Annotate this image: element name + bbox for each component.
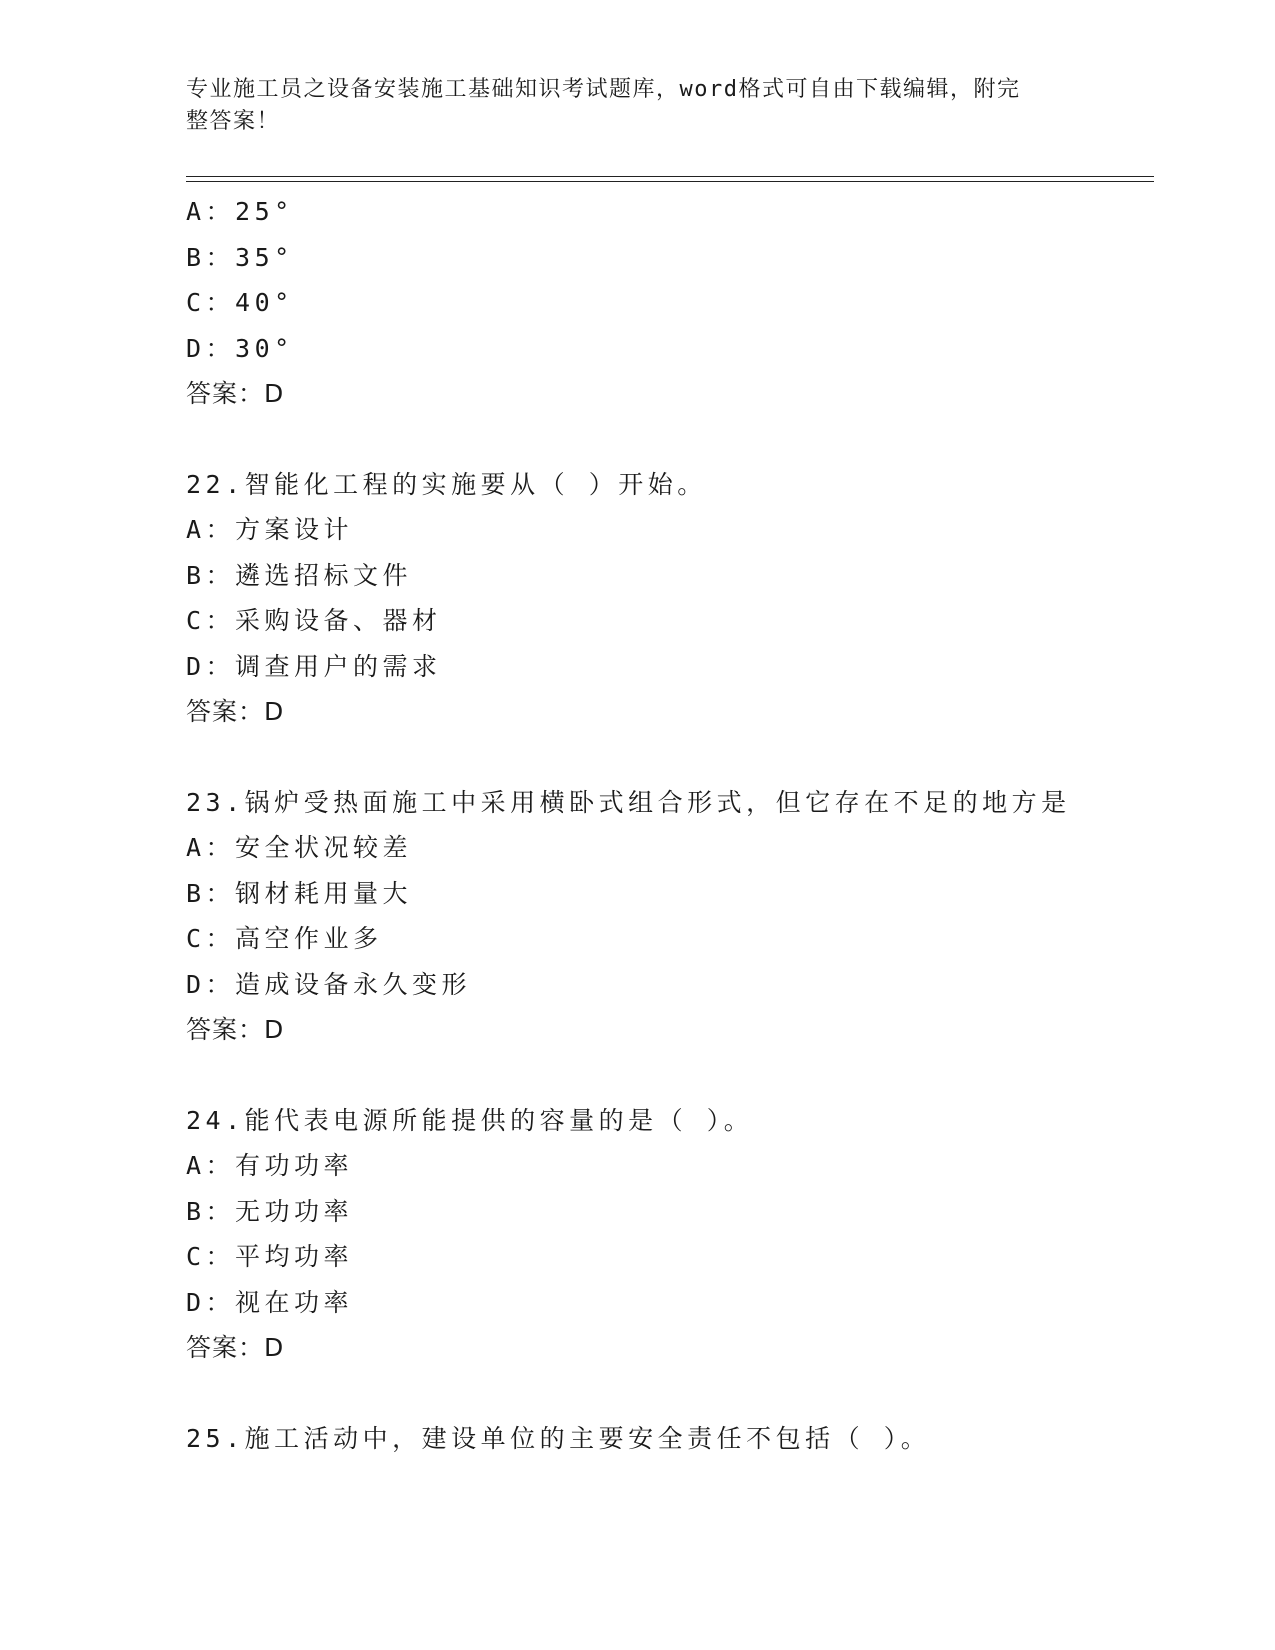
option-d: D：30°: [186, 333, 294, 363]
question-21-block: [186, 189, 1154, 417]
question-list: [186, 189, 1154, 1506]
question-text: 23.锅炉受热面施工中采用横卧式组合形式，但它存在不足的地方是: [186, 787, 1071, 817]
option-b: B：遴选招标文件: [186, 560, 413, 590]
header-divider-top: [186, 176, 1154, 177]
question-22-block: [186, 462, 1154, 735]
option-c: C：平均功率: [186, 1242, 354, 1271]
option-b: B：钢材耗用量大: [186, 878, 413, 908]
header-line-2: 整答案！: [186, 109, 281, 134]
answer-text: 答案：D: [186, 1015, 285, 1044]
option-a: A：安全状况较差: [186, 833, 413, 862]
header-divider-bottom: [186, 181, 1154, 182]
question-text: 24.能代表电源所能提供的容量的是（ ）。: [186, 1105, 754, 1135]
option-a: A：方案设计: [186, 515, 354, 544]
question-23-block: [186, 780, 1154, 1053]
option-b: B：35°: [186, 242, 294, 272]
question-text: 22.智能化工程的实施要从（ ）开始。: [186, 469, 707, 499]
answer-text: 答案：D: [186, 1333, 285, 1362]
answer-text: 答案：D: [186, 697, 285, 726]
option-a: A：25°: [186, 197, 294, 226]
option-d: D：视在功率: [186, 1287, 354, 1317]
question-24-block: [186, 1098, 1154, 1371]
header-line-1: 专业施工员之设备安装施工基础知识考试题库，word格式可自由下载编辑，附完: [186, 77, 1021, 102]
option-b: B：无功功率: [186, 1196, 354, 1226]
option-c: C：高空作业多: [186, 924, 383, 953]
option-c: C：40°: [186, 288, 294, 317]
option-d: D：造成设备永久变形: [186, 969, 472, 999]
option-c: C：采购设备、器材: [186, 606, 442, 635]
document-header: [186, 74, 1066, 138]
answer-text: 答案：D: [186, 379, 285, 408]
question-text: 25.施工活动中，建设单位的主要安全责任不包括（ ）。: [186, 1423, 931, 1453]
option-a: A：有功功率: [186, 1151, 354, 1180]
option-d: D：调查用户的需求: [186, 651, 442, 681]
question-25-block: [186, 1416, 1154, 1462]
